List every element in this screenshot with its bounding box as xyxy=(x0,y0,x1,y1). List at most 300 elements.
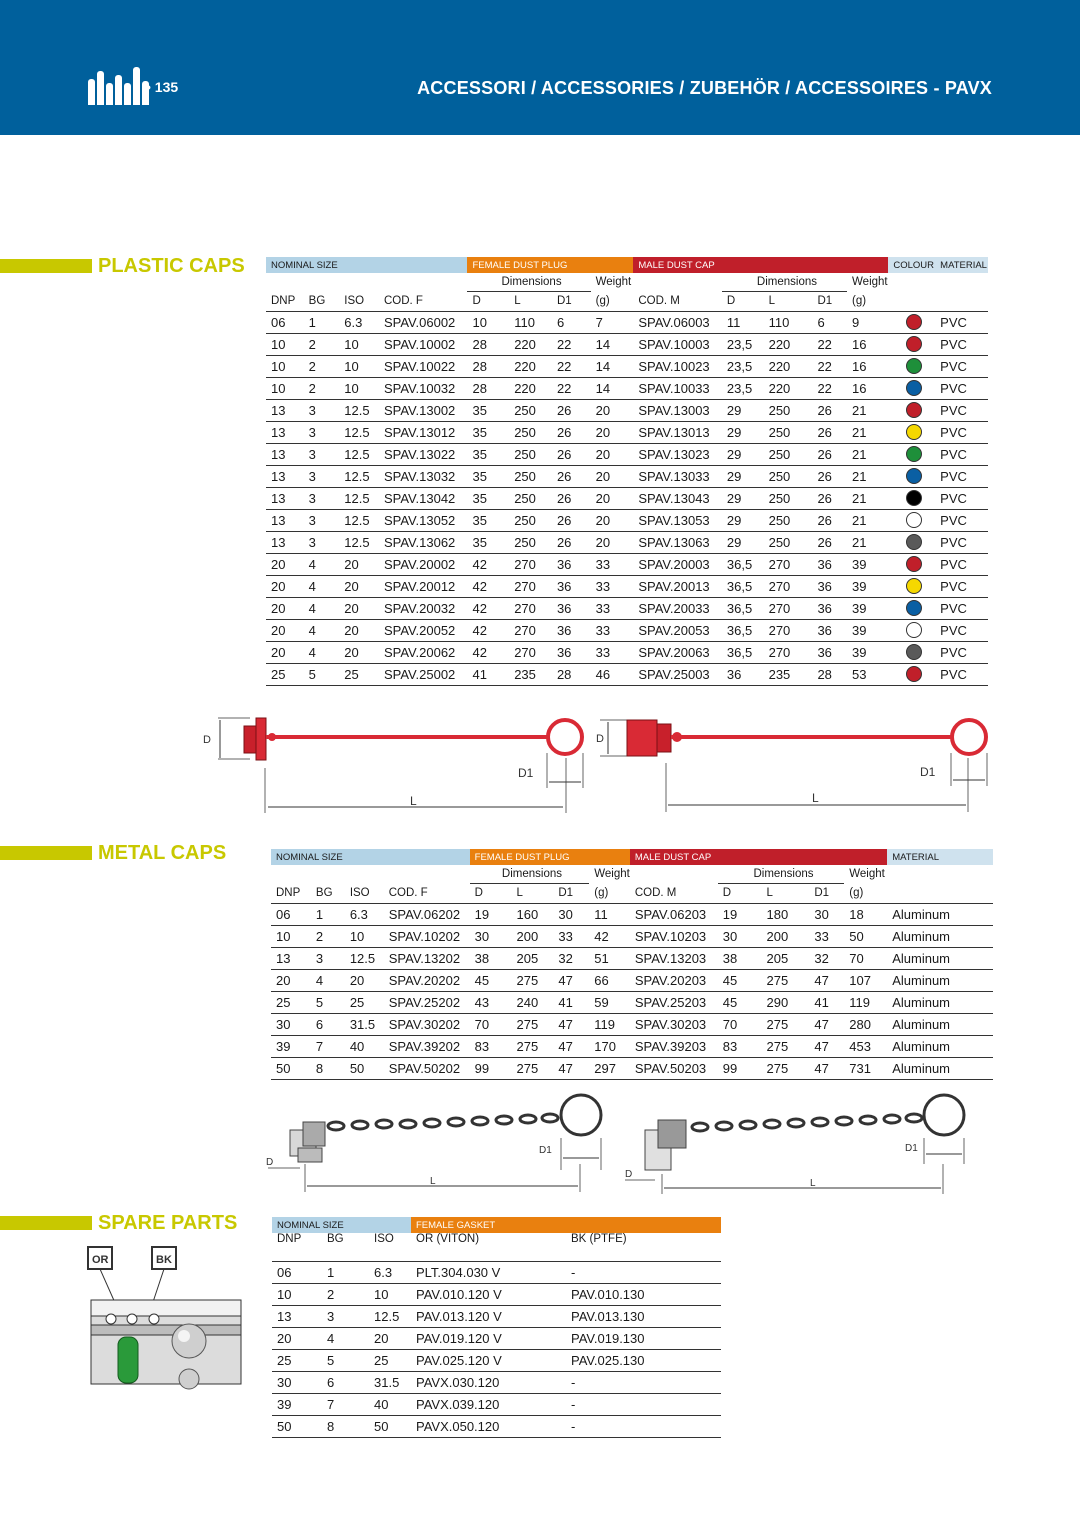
table-cell: 36 xyxy=(552,597,591,619)
table-cell: SPAV.20202 xyxy=(384,969,470,991)
material-cell: PVC xyxy=(935,465,988,487)
table-cell: SPAV.13043 xyxy=(633,487,722,509)
table-cell: 39 xyxy=(271,1035,311,1057)
table-cell: 28 xyxy=(467,355,509,377)
dmp-logo xyxy=(88,67,149,105)
table-cell: 41 xyxy=(809,991,844,1013)
table-cell: 20 xyxy=(266,597,304,619)
table-cell: 26 xyxy=(552,487,591,509)
colour-dot xyxy=(906,446,922,462)
plastic-section-title: PLASTIC CAPS xyxy=(98,255,245,277)
table-cell: 45 xyxy=(718,991,762,1013)
table-cell: 20 xyxy=(339,597,379,619)
table-cell: SPAV.06003 xyxy=(633,311,722,333)
table-cell: 20 xyxy=(272,1327,322,1349)
table-cell: PAVX.030.120 xyxy=(411,1371,566,1393)
table-cell: 25 xyxy=(272,1349,322,1371)
column-header: ISO xyxy=(369,1233,411,1261)
female-plug-drawing xyxy=(203,718,583,813)
table-row xyxy=(266,465,988,487)
table-cell: 70 xyxy=(844,947,887,969)
table-row xyxy=(266,641,988,663)
table-cell: SPAV.50202 xyxy=(384,1057,470,1079)
table-cell: 250 xyxy=(764,399,813,421)
table-cell: 33 xyxy=(809,925,844,947)
column-header: (g) xyxy=(589,883,630,903)
table-cell: 275 xyxy=(762,1057,810,1079)
table-cell: 20 xyxy=(345,969,384,991)
table-cell: 2 xyxy=(311,925,345,947)
table-cell: 20 xyxy=(339,575,379,597)
metal-section-title: METAL CAPS xyxy=(98,842,227,864)
table-cell: 29 xyxy=(722,421,764,443)
table-cell: 22 xyxy=(812,333,847,355)
svg-text:D: D xyxy=(266,1157,274,1168)
table-cell: 205 xyxy=(762,947,810,969)
table-cell: 10 xyxy=(369,1283,411,1305)
svg-text:L: L xyxy=(810,1178,816,1189)
table-cell: 220 xyxy=(764,355,813,377)
table-cell: 36,5 xyxy=(722,597,764,619)
table-cell: 14 xyxy=(591,377,634,399)
table-row xyxy=(271,991,993,1013)
table-cell: 270 xyxy=(764,641,813,663)
table-cell: 250 xyxy=(509,465,552,487)
colour-dot xyxy=(906,468,922,484)
table-cell: 26 xyxy=(812,509,847,531)
table-cell: SPAV.25202 xyxy=(384,991,470,1013)
table-cell: SPAV.10023 xyxy=(633,355,722,377)
table-cell: 53 xyxy=(847,663,888,685)
column-header: COD. M xyxy=(633,291,722,311)
label-bk: BK xyxy=(156,1254,172,1266)
table-cell: SPAV.13203 xyxy=(630,947,718,969)
colour-swatch-cell xyxy=(888,619,935,641)
column-header: L xyxy=(762,883,810,903)
table-cell: 6 xyxy=(311,1013,345,1035)
table-cell: 30 xyxy=(470,925,512,947)
spare-parts-table xyxy=(272,1217,721,1438)
table-cell: Aluminum xyxy=(887,903,993,925)
table-cell: 20 xyxy=(591,399,634,421)
table-cell: 2 xyxy=(322,1283,369,1305)
table-cell: 270 xyxy=(509,553,552,575)
column-header: (g) xyxy=(847,291,888,311)
table-cell: 06 xyxy=(271,903,311,925)
material-cell: PVC xyxy=(935,421,988,443)
table-cell: 83 xyxy=(718,1035,762,1057)
table-cell: 21 xyxy=(847,531,888,553)
table-cell: 10 xyxy=(339,355,379,377)
table-cell: 40 xyxy=(369,1393,411,1415)
svg-text:L: L xyxy=(812,791,819,805)
table-cell: 36,5 xyxy=(722,619,764,641)
table-cell: 10 xyxy=(266,377,304,399)
table-cell: 13 xyxy=(266,531,304,553)
table-cell: 119 xyxy=(589,1013,630,1035)
table-cell: 42 xyxy=(467,553,509,575)
table-cell: 29 xyxy=(722,443,764,465)
table-cell: 25 xyxy=(369,1349,411,1371)
table-cell: 16 xyxy=(847,355,888,377)
table-cell: 66 xyxy=(589,969,630,991)
colour-swatch-cell xyxy=(888,531,935,553)
colour-swatch-cell xyxy=(888,421,935,443)
table-cell: SPAV.10203 xyxy=(630,925,718,947)
table-cell: 39 xyxy=(847,641,888,663)
table-cell: 12.5 xyxy=(369,1305,411,1327)
colour-dot xyxy=(906,666,922,682)
table-cell: 220 xyxy=(764,377,813,399)
table-cell: 12.5 xyxy=(339,465,379,487)
table-cell: 22 xyxy=(552,333,591,355)
column-header: BG xyxy=(311,883,345,903)
table-cell: 47 xyxy=(809,1013,844,1035)
table-cell: 32 xyxy=(553,947,589,969)
column-header: L xyxy=(509,291,552,311)
spare-nominal-size-header: NOMINAL SIZE xyxy=(272,1217,411,1233)
table-cell: 45 xyxy=(718,969,762,991)
table-row xyxy=(266,663,988,685)
table-cell: PAV.010.120 V xyxy=(411,1283,566,1305)
table-cell: 19 xyxy=(470,903,512,925)
colour-swatch-cell xyxy=(888,597,935,619)
table-cell: 12.5 xyxy=(339,443,379,465)
table-cell: SPAV.20002 xyxy=(379,553,468,575)
table-cell: 4 xyxy=(304,619,340,641)
table-cell: 47 xyxy=(553,1013,589,1035)
table-cell: 36,5 xyxy=(722,641,764,663)
table-cell: 28 xyxy=(467,377,509,399)
table-cell: 36 xyxy=(812,575,847,597)
material-cell: PVC xyxy=(935,311,988,333)
material-cell: PVC xyxy=(935,619,988,641)
table-cell: 36 xyxy=(812,597,847,619)
dimensions-male-header: Dimensions xyxy=(722,273,847,291)
table-cell: SPAV.25203 xyxy=(630,991,718,1013)
column-header: D xyxy=(722,291,764,311)
metal-section-bar xyxy=(0,846,92,860)
table-cell: 3 xyxy=(304,487,340,509)
table-row xyxy=(271,1035,993,1057)
table-cell: 43 xyxy=(470,991,512,1013)
table-cell: Aluminum xyxy=(887,1035,993,1057)
material-cell: PVC xyxy=(935,509,988,531)
table-cell: 25 xyxy=(271,991,311,1013)
table-cell: SPAV.13063 xyxy=(633,531,722,553)
table-cell: 28 xyxy=(552,663,591,685)
svg-text:D1: D1 xyxy=(920,765,936,779)
table-cell: 06 xyxy=(272,1261,322,1283)
table-cell: 220 xyxy=(509,333,552,355)
table-cell: PLT.304.030 V xyxy=(411,1261,566,1283)
table-cell: 10 xyxy=(266,355,304,377)
table-cell: 20 xyxy=(339,619,379,641)
table-cell: 42 xyxy=(589,925,630,947)
table-cell: 13 xyxy=(266,443,304,465)
table-cell: 16 xyxy=(847,377,888,399)
table-cell: 39 xyxy=(847,619,888,641)
column-header: ISO xyxy=(345,883,384,903)
table-cell: 45 xyxy=(470,969,512,991)
table-cell: 31.5 xyxy=(369,1371,411,1393)
table-cell: 50 xyxy=(271,1057,311,1079)
table-cell: 26 xyxy=(812,399,847,421)
table-cell: SPAV.10202 xyxy=(384,925,470,947)
page-header xyxy=(0,0,1080,135)
table-row xyxy=(266,421,988,443)
table-cell: 29 xyxy=(722,531,764,553)
metal-female-dust-plug-header: FEMALE DUST PLUG xyxy=(470,849,630,865)
table-row xyxy=(272,1261,721,1283)
table-cell: 35 xyxy=(467,509,509,531)
table-cell: 3 xyxy=(304,421,340,443)
table-cell: 38 xyxy=(718,947,762,969)
table-cell: 110 xyxy=(764,311,813,333)
column-header: COD. M xyxy=(630,883,718,903)
material-header: MATERIAL xyxy=(935,257,988,273)
table-cell: 23,5 xyxy=(722,377,764,399)
table-cell: SPAV.20033 xyxy=(633,597,722,619)
table-cell: SPAV.13032 xyxy=(379,465,468,487)
table-cell: SPAV.20052 xyxy=(379,619,468,641)
table-cell: 20 xyxy=(266,575,304,597)
table-row xyxy=(272,1393,721,1415)
table-cell: 33 xyxy=(591,619,634,641)
table-cell: 12.5 xyxy=(339,487,379,509)
spare-parts-drawing xyxy=(86,1245,246,1390)
table-cell: 35 xyxy=(467,443,509,465)
table-row xyxy=(271,903,993,925)
table-cell: 26 xyxy=(552,421,591,443)
table-cell: 250 xyxy=(509,443,552,465)
table-row xyxy=(266,399,988,421)
table-cell: 35 xyxy=(467,487,509,509)
table-row xyxy=(266,377,988,399)
table-cell: 270 xyxy=(509,575,552,597)
material-cell: PVC xyxy=(935,641,988,663)
column-header: ISO xyxy=(339,291,379,311)
table-cell: 70 xyxy=(470,1013,512,1035)
metal-weight-female-header: Weight xyxy=(594,868,630,880)
table-cell: 107 xyxy=(844,969,887,991)
table-cell: 47 xyxy=(553,1035,589,1057)
table-cell: 39 xyxy=(847,553,888,575)
male-dust-cap-header: MALE DUST CAP xyxy=(633,257,888,273)
table-cell: 3 xyxy=(311,947,345,969)
table-cell: 21 xyxy=(847,443,888,465)
table-row xyxy=(266,597,988,619)
table-cell: 20 xyxy=(369,1327,411,1349)
column-header: COD. F xyxy=(384,883,470,903)
table-cell: 40 xyxy=(345,1035,384,1057)
male-cap-drawing xyxy=(596,720,987,812)
table-cell: 13 xyxy=(266,465,304,487)
table-cell: 26 xyxy=(812,465,847,487)
table-cell: 6.3 xyxy=(339,311,379,333)
table-cell: 26 xyxy=(552,465,591,487)
colour-swatch-cell xyxy=(888,575,935,597)
table-cell: 35 xyxy=(467,399,509,421)
table-cell: 275 xyxy=(511,969,553,991)
table-cell: 10 xyxy=(272,1283,322,1305)
table-cell: 50 xyxy=(272,1415,322,1437)
table-cell: 50 xyxy=(844,925,887,947)
metal-nominal-size-header: NOMINAL SIZE xyxy=(271,849,384,865)
table-cell: 275 xyxy=(511,1057,553,1079)
table-cell: 220 xyxy=(509,377,552,399)
table-cell: 12.5 xyxy=(339,531,379,553)
table-cell: 250 xyxy=(764,487,813,509)
table-cell: 11 xyxy=(589,903,630,925)
table-cell: 20 xyxy=(591,509,634,531)
table-cell: 9 xyxy=(847,311,888,333)
table-cell: 26 xyxy=(552,509,591,531)
table-cell: SPAV.06002 xyxy=(379,311,468,333)
metal-dimensions-male-header: Dimensions xyxy=(718,865,845,883)
table-cell: 20 xyxy=(266,619,304,641)
table-cell: SPAV.20062 xyxy=(379,641,468,663)
table-cell: 26 xyxy=(552,531,591,553)
dimensions-female-header: Dimensions xyxy=(467,273,590,291)
colour-swatch-cell xyxy=(888,311,935,333)
table-cell: 160 xyxy=(511,903,553,925)
page-title: ACCESSORI / ACCESSORIES / ZUBEHÖR / ACCESSOIRES - PAVX xyxy=(417,78,992,98)
table-row xyxy=(266,487,988,509)
svg-text:D1: D1 xyxy=(539,1145,552,1156)
table-cell: SPAV.25002 xyxy=(379,663,468,685)
table-cell: 16 xyxy=(847,333,888,355)
table-cell: SPAV.50203 xyxy=(630,1057,718,1079)
table-cell: 99 xyxy=(470,1057,512,1079)
table-cell: 10 xyxy=(266,333,304,355)
table-cell: 26 xyxy=(812,531,847,553)
material-cell: PVC xyxy=(935,553,988,575)
table-cell: 14 xyxy=(591,333,634,355)
column-header: L xyxy=(511,883,553,903)
table-cell: SPAV.13033 xyxy=(633,465,722,487)
column-header: D1 xyxy=(809,883,844,903)
table-cell: 35 xyxy=(467,531,509,553)
table-cell: SPAV.10032 xyxy=(379,377,468,399)
table-cell: SPAV.13003 xyxy=(633,399,722,421)
metal-cap-drawings xyxy=(0,1092,1080,1197)
table-cell: 29 xyxy=(722,509,764,531)
table-cell: 250 xyxy=(509,421,552,443)
table-cell: 50 xyxy=(369,1415,411,1437)
table-cell: 19 xyxy=(718,903,762,925)
table-cell: 6.3 xyxy=(369,1261,411,1283)
table-cell: 275 xyxy=(511,1013,553,1035)
table-cell: 13 xyxy=(266,509,304,531)
table-cell: 1 xyxy=(311,903,345,925)
table-cell: SPAV.25003 xyxy=(633,663,722,685)
page-number: • 135 xyxy=(146,79,179,95)
table-row xyxy=(271,1013,993,1035)
table-cell: 22 xyxy=(812,355,847,377)
table-cell: 28 xyxy=(812,663,847,685)
table-cell: 2 xyxy=(304,377,340,399)
table-cell: 36 xyxy=(812,641,847,663)
table-cell: PAV.025.130 xyxy=(566,1349,721,1371)
table-cell: 38 xyxy=(470,947,512,969)
table-cell: PAV.019.120 V xyxy=(411,1327,566,1349)
metal-male-drawing xyxy=(625,1095,964,1194)
table-cell: 47 xyxy=(809,1057,844,1079)
table-cell: 13 xyxy=(266,487,304,509)
table-cell: PAV.013.120 V xyxy=(411,1305,566,1327)
table-row xyxy=(272,1349,721,1371)
table-cell: 6.3 xyxy=(345,903,384,925)
table-cell: 23,5 xyxy=(722,355,764,377)
table-cell: 25 xyxy=(345,991,384,1013)
spare-section-bar xyxy=(0,1216,92,1230)
metal-male-dust-cap-header: MALE DUST CAP xyxy=(630,849,887,865)
svg-text:D: D xyxy=(596,733,604,745)
plastic-section-bar xyxy=(0,259,92,273)
colour-dot xyxy=(906,402,922,418)
table-cell: PAV.025.120 V xyxy=(411,1349,566,1371)
table-cell: 35 xyxy=(467,421,509,443)
table-cell: 250 xyxy=(764,531,813,553)
table-cell: 119 xyxy=(844,991,887,1013)
table-cell: 235 xyxy=(764,663,813,685)
table-row xyxy=(271,969,993,991)
material-cell: PVC xyxy=(935,575,988,597)
table-row xyxy=(272,1415,721,1437)
table-cell: 250 xyxy=(764,509,813,531)
table-cell: 46 xyxy=(591,663,634,685)
female-dust-plug-header: FEMALE DUST PLUG xyxy=(467,257,633,273)
table-cell: 33 xyxy=(591,597,634,619)
table-cell: 10 xyxy=(339,377,379,399)
table-cell: 20 xyxy=(591,443,634,465)
table-cell: 42 xyxy=(467,619,509,641)
table-cell: SPAV.30203 xyxy=(630,1013,718,1035)
female-gasket-header: FEMALE GASKET xyxy=(411,1217,721,1233)
table-cell: SPAV.13202 xyxy=(384,947,470,969)
table-cell: PAVX.050.120 xyxy=(411,1415,566,1437)
table-cell: 20 xyxy=(591,487,634,509)
table-cell: 13 xyxy=(271,947,311,969)
table-cell: SPAV.10033 xyxy=(633,377,722,399)
table-cell: PAV.019.130 xyxy=(566,1327,721,1349)
colour-dot xyxy=(906,512,922,528)
colour-dot xyxy=(906,578,922,594)
table-cell: 36 xyxy=(722,663,764,685)
material-cell: PVC xyxy=(935,663,988,685)
column-header: DNP xyxy=(271,883,311,903)
column-header: L xyxy=(764,291,813,311)
table-cell: 4 xyxy=(322,1327,369,1349)
table-cell: 20 xyxy=(266,553,304,575)
table-cell: SPAV.06202 xyxy=(384,903,470,925)
table-cell: 14 xyxy=(591,355,634,377)
table-row xyxy=(266,443,988,465)
table-cell: 39 xyxy=(847,597,888,619)
table-row xyxy=(266,333,988,355)
table-cell: 30 xyxy=(553,903,589,925)
table-cell: 30 xyxy=(718,925,762,947)
weight-male-header: Weight xyxy=(852,276,888,288)
table-cell: - xyxy=(566,1415,721,1437)
label-or: OR xyxy=(92,1254,109,1266)
column-header: (g) xyxy=(591,291,634,311)
table-cell: Aluminum xyxy=(887,947,993,969)
table-cell: SPAV.39202 xyxy=(384,1035,470,1057)
metal-dimensions-female-header: Dimensions xyxy=(470,865,590,883)
table-cell: SPAV.20013 xyxy=(633,575,722,597)
